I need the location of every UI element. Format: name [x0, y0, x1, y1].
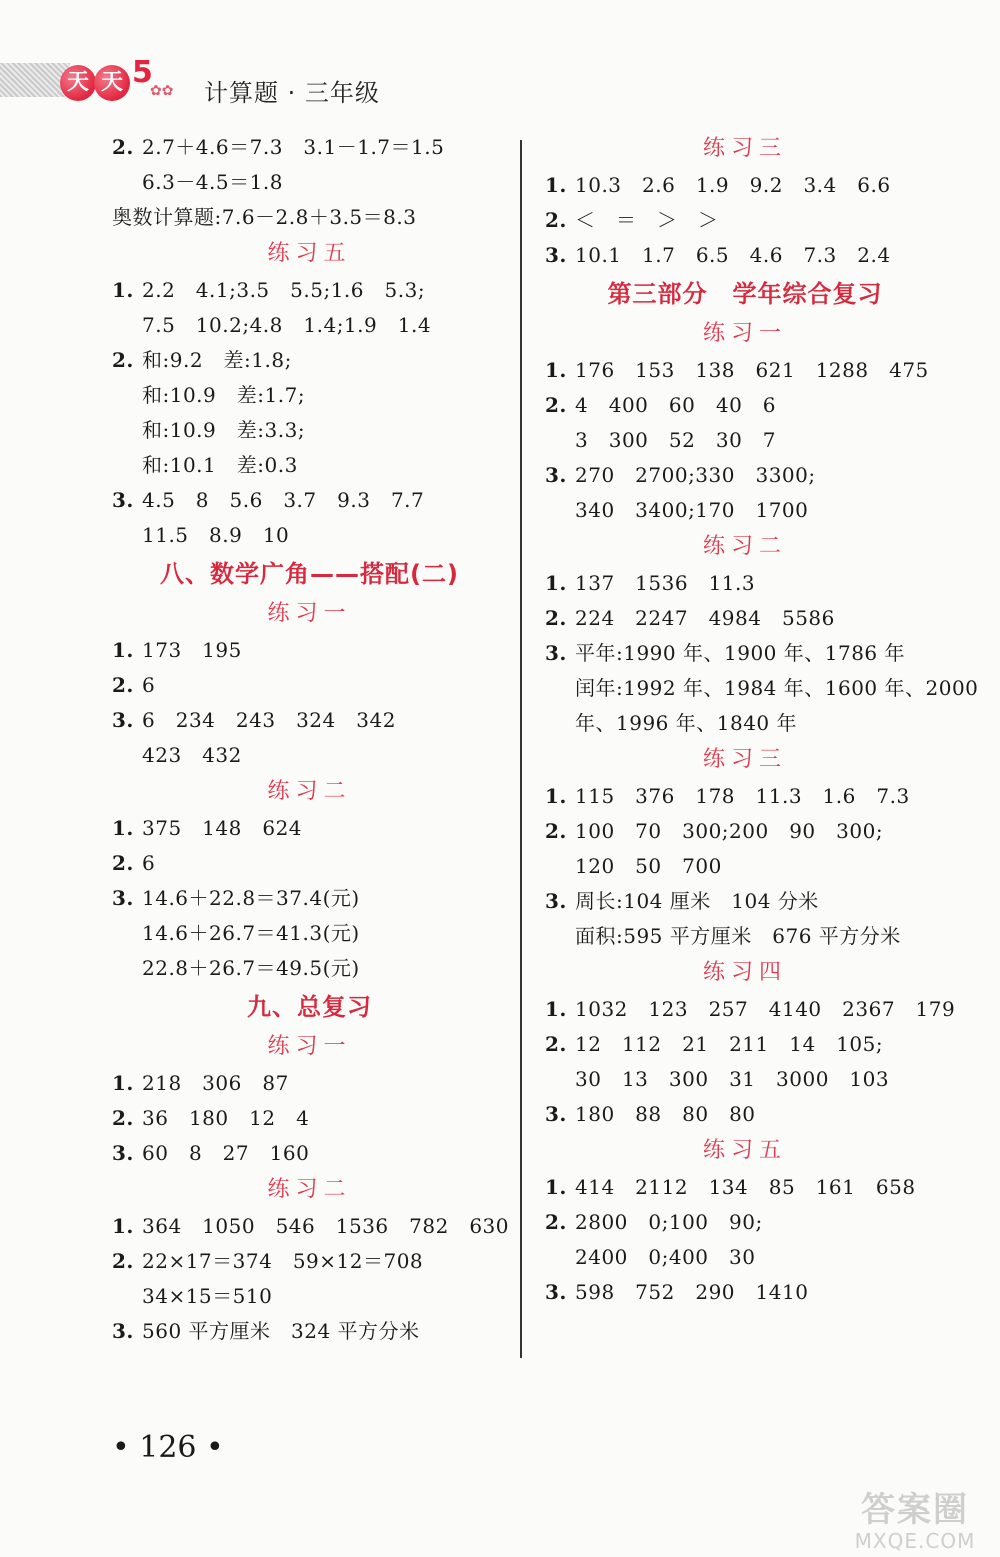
question-number: 1.: [545, 571, 567, 595]
question-number: 2.: [112, 1249, 134, 1273]
column-divider: [520, 140, 522, 1358]
exercise-heading: 练习二: [702, 534, 787, 559]
watermark-text: 答案圈: [861, 1490, 969, 1530]
answer-continuation: 340 3400;170 1700: [575, 498, 809, 522]
question-number: 2.: [545, 606, 567, 630]
answer-line: [545, 884, 945, 919]
answer-text: 6 234 243 324 342: [142, 708, 396, 732]
question-number: 2.: [545, 1032, 567, 1056]
question-number: 2.: [112, 348, 134, 372]
answer-line: [545, 601, 945, 636]
question-number: 1.: [545, 1175, 567, 1199]
answer-note: 奥数计算题:7.6－2.8＋3.5＝8.3: [112, 205, 417, 229]
answer-text: 2.7＋4.6＝7.3 3.1－1.7＝1.5: [142, 135, 445, 159]
question-number: 1.: [545, 784, 567, 808]
answer-continuation: 面积:595 平方厘米 676 平方分米: [575, 924, 901, 948]
answer-line: [112, 1209, 507, 1244]
answer-continuation: 7.5 10.2;4.8 1.4;1.9 1.4: [142, 313, 432, 337]
page-number: • 126 •: [112, 1430, 224, 1465]
exercise-heading: 练习四: [702, 960, 787, 985]
answer-text: 115 376 178 11.3 1.6 7.3: [575, 784, 910, 808]
section-heading: 九、总复习: [247, 993, 372, 1021]
exercise-heading: 练习五: [267, 241, 352, 266]
watermark-url: MXQE.COM: [854, 1529, 976, 1553]
left-column: [112, 130, 507, 1349]
answer-text: 137 1536 11.3: [575, 571, 756, 595]
answer-text: 224 2247 4984 5586: [575, 606, 835, 630]
exercise-heading: 练习二: [267, 1177, 352, 1202]
answer-continuation: 和:10.1 差:0.3: [142, 453, 298, 477]
answer-continuation: 年、1996 年、1840 年: [575, 711, 798, 735]
answer-line: [545, 1027, 945, 1062]
answer-line: [112, 1244, 507, 1279]
page-header: [0, 55, 420, 115]
answer-text: 173 195: [142, 638, 242, 662]
answer-text: 平年:1990 年、1900 年、1786 年: [575, 641, 906, 665]
question-number: 2.: [545, 208, 567, 232]
exercise-heading: 练习五: [702, 1138, 787, 1163]
question-number: 1.: [545, 997, 567, 1021]
answer-continuation: 120 50 700: [575, 854, 722, 878]
question-number: 1.: [112, 816, 134, 840]
answer-line: [112, 846, 507, 881]
answer-line: [545, 388, 945, 423]
question-number: 2.: [112, 1106, 134, 1130]
exercise-heading: 练习一: [702, 321, 787, 346]
answer-text: 2.2 4.1;3.5 5.5;1.6 5.3;: [142, 278, 426, 302]
answer-line: [112, 1136, 507, 1171]
exercise-heading: 练习三: [702, 747, 787, 772]
answer-text: 100 70 300;200 90 300;: [575, 819, 884, 843]
header-logo-bubble-2: 天: [94, 65, 130, 101]
exercise-heading: 练习二: [267, 779, 352, 804]
answer-text: 14.6＋22.8＝37.4(元): [142, 886, 360, 910]
answer-text: 560 平方厘米 324 平方分米: [142, 1319, 420, 1343]
answer-text: 218 306 87: [142, 1071, 289, 1095]
answer-continuation: 22.8＋26.7＝49.5(元): [142, 956, 360, 980]
answer-line: [112, 273, 507, 308]
answer-continuation: 11.5 8.9 10: [142, 523, 290, 547]
header-logo-five: 5: [132, 55, 153, 90]
answer-continuation: 和:10.9 差:1.7;: [142, 383, 306, 407]
answer-line: [545, 1205, 945, 1240]
answer-line: [112, 343, 507, 378]
answer-text: ＜ ＝ ＞ ＞: [575, 208, 719, 232]
answer-continuation: 30 13 300 31 3000 103: [575, 1067, 890, 1091]
exercise-heading: 练习一: [267, 1034, 352, 1059]
answer-line: [112, 483, 507, 518]
answer-text: 10.3 2.6 1.9 9.2 3.4 6.6: [575, 173, 891, 197]
answer-line: [112, 1101, 507, 1136]
question-number: 3.: [545, 889, 567, 913]
answer-line: [112, 811, 507, 846]
answer-line: [545, 168, 945, 203]
answer-line: [112, 130, 507, 165]
answer-line: [545, 1097, 945, 1132]
answer-text: 6: [142, 673, 156, 697]
answer-line: [112, 1066, 507, 1101]
question-number: 3.: [545, 641, 567, 665]
answer-text: 22×17＝374 59×12＝708: [142, 1249, 424, 1273]
answer-text: 414 2112 134 85 161 658: [575, 1175, 916, 1199]
answer-line: [545, 814, 945, 849]
question-number: 1.: [545, 358, 567, 382]
answer-line: [545, 353, 945, 388]
question-number: 3.: [112, 488, 134, 512]
question-number: 1.: [112, 278, 134, 302]
answer-line: [112, 633, 507, 668]
answer-text: 1032 123 257 4140 2367 179: [575, 997, 956, 1021]
answer-text: 2800 0;100 90;: [575, 1210, 763, 1234]
section-heading: 第三部分 学年综合复习: [607, 280, 883, 308]
answer-continuation: 6.3－4.5＝1.8: [142, 170, 283, 194]
question-number: 3.: [112, 708, 134, 732]
section-heading: 八、数学广角——搭配(二): [160, 560, 459, 588]
answer-text: 598 752 290 1410: [575, 1280, 809, 1304]
answer-continuation: 和:10.9 差:3.3;: [142, 418, 306, 442]
answer-line: [112, 1314, 507, 1349]
answer-text: 10.1 1.7 6.5 4.6 7.3 2.4: [575, 243, 891, 267]
answer-line: [545, 1275, 945, 1310]
question-number: 2.: [112, 673, 134, 697]
right-column: [545, 130, 979, 1310]
question-number: 1.: [112, 638, 134, 662]
answer-text: 364 1050 546 1536 782 630: [142, 1214, 509, 1238]
question-number: 1.: [545, 173, 567, 197]
question-number: 3.: [545, 463, 567, 487]
exercise-heading: 练习一: [267, 601, 352, 626]
answer-line: [112, 881, 507, 916]
question-number: 3.: [112, 1319, 134, 1343]
answer-text: 4.5 8 5.6 3.7 9.3 7.7: [142, 488, 425, 512]
answer-text: 和:9.2 差:1.8;: [142, 348, 292, 372]
answer-line: [545, 992, 956, 1027]
question-number: 2.: [112, 851, 134, 875]
answer-line: [545, 566, 945, 601]
answer-line: [545, 203, 945, 238]
answer-text: 4 400 60 40 6: [575, 393, 777, 417]
question-number: 3.: [545, 1280, 567, 1304]
answer-text: 180 88 80 80: [575, 1102, 756, 1126]
question-number: 3.: [545, 243, 567, 267]
question-number: 2.: [112, 135, 134, 159]
answer-text: 60 8 27 160: [142, 1141, 310, 1165]
answer-continuation: 2400 0;400 30: [575, 1245, 756, 1269]
answer-text: 270 2700;330 3300;: [575, 463, 816, 487]
answer-line: [545, 779, 945, 814]
answer-line: [545, 1170, 945, 1205]
question-number: 2.: [545, 393, 567, 417]
answer-continuation: 14.6＋26.7＝41.3(元): [142, 921, 360, 945]
answer-text: 176 153 138 621 1288 475: [575, 358, 929, 382]
answer-text: 6: [142, 851, 156, 875]
header-logo-bubble-1: 天: [60, 65, 96, 101]
question-number: 2.: [545, 819, 567, 843]
answer-line: [545, 238, 945, 273]
answer-text: 周长:104 厘米 104 分米: [575, 889, 819, 913]
answer-continuation: 3 300 52 30 7: [575, 428, 777, 452]
answer-line: [545, 636, 945, 671]
header-decoration-icon: ✿✿: [150, 83, 174, 99]
question-number: 1.: [112, 1071, 134, 1095]
answer-text: 36 180 12 4: [142, 1106, 310, 1130]
question-number: 3.: [112, 1141, 134, 1165]
question-number: 2.: [545, 1210, 567, 1234]
answer-line: [545, 458, 945, 493]
watermark-logo: [830, 1490, 1000, 1557]
question-number: 3.: [112, 886, 134, 910]
answer-line: [112, 703, 507, 738]
answer-continuation: 闰年:1992 年、1984 年、1600 年、2000: [575, 676, 979, 700]
answer-continuation: 34×15＝510: [142, 1284, 273, 1308]
question-number: 1.: [112, 1214, 134, 1238]
exercise-heading: 练习三: [702, 136, 787, 161]
question-number: 3.: [545, 1102, 567, 1126]
answer-text: 12 112 21 211 14 105;: [575, 1032, 884, 1056]
answer-text: 375 148 624: [142, 816, 303, 840]
answer-continuation: 423 432: [142, 743, 242, 767]
header-title: 计算题 · 三年级: [204, 79, 380, 107]
answer-line: [112, 668, 507, 703]
